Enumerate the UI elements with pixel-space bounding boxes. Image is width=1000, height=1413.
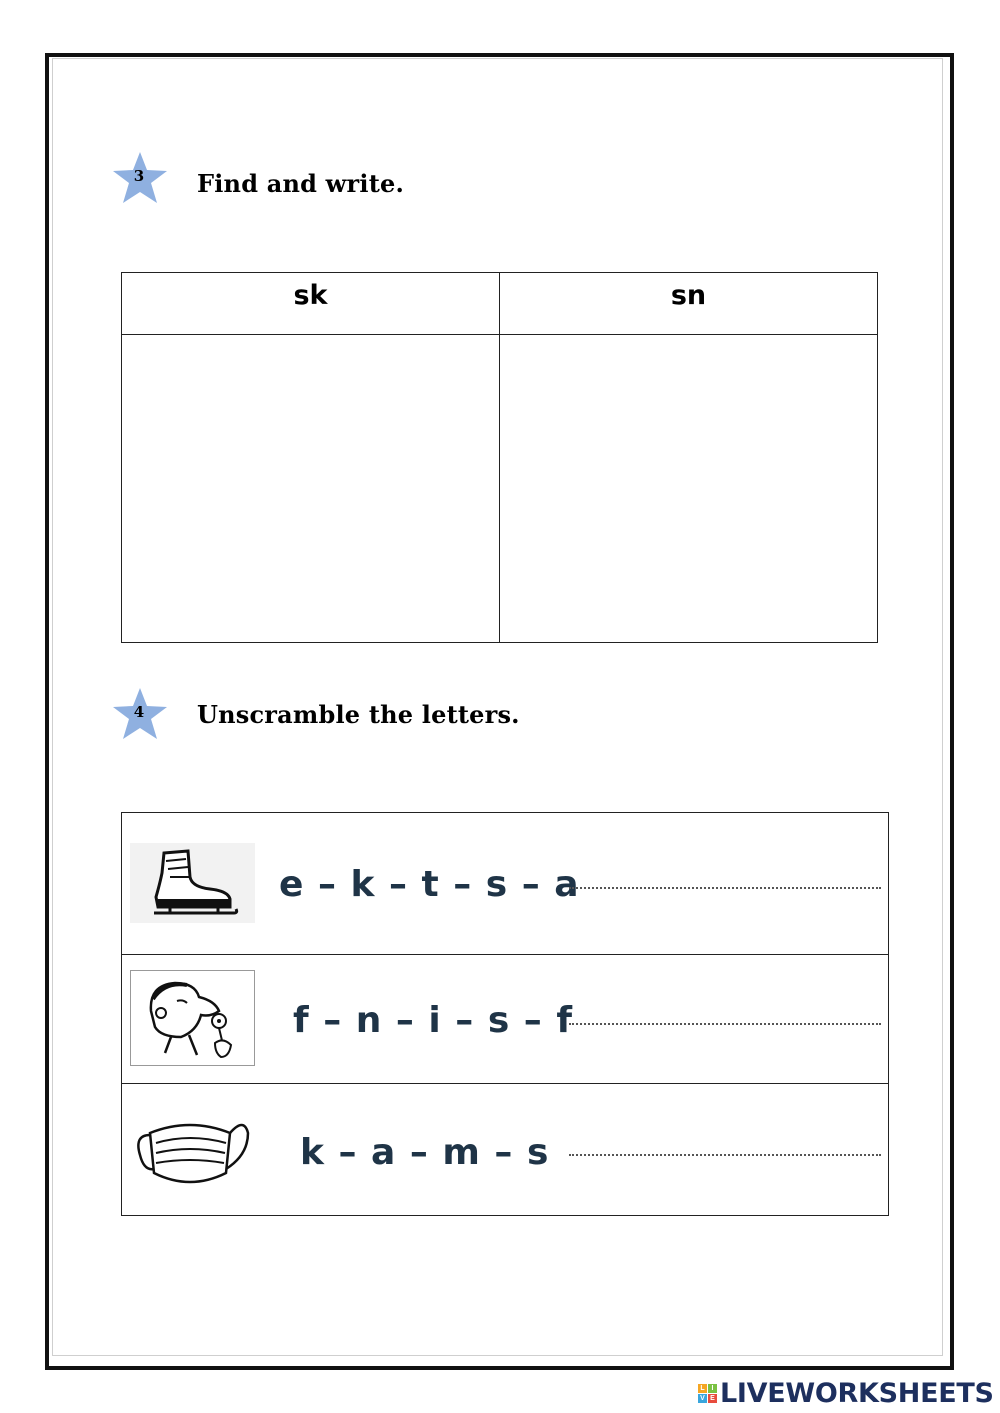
section-4-title: Unscramble the letters. (197, 700, 520, 729)
table-row (122, 954, 888, 1083)
star-badge-3 (111, 150, 171, 208)
star-badge-4 (111, 686, 171, 744)
table-row (122, 813, 888, 954)
ice-skate-icon (130, 843, 255, 923)
logo-grid-icon: L I V E (698, 1384, 717, 1403)
section-3-title: Find and write. (197, 169, 405, 198)
face-mask-icon (130, 1111, 255, 1191)
scrambled-letters: k – a – m – s (300, 1132, 550, 1173)
liveworksheets-logo (698, 1378, 994, 1408)
brand-name: LIVEWORKSHEETS (720, 1377, 994, 1409)
table-row (122, 1083, 888, 1215)
section-number: 3 (133, 167, 145, 185)
unscramble-table (121, 812, 889, 1216)
answer-line[interactable] (569, 1023, 881, 1025)
answer-line[interactable] (569, 1154, 881, 1156)
column-header-sn: sn (500, 273, 878, 335)
sort-table (121, 272, 878, 643)
section-number: 4 (133, 703, 145, 721)
scrambled-letters: f – n – i – s – f (293, 1000, 573, 1041)
answer-cell-sn[interactable] (500, 335, 878, 643)
answer-cell-sk[interactable] (122, 335, 500, 643)
man-sniffing-flower-icon (130, 970, 255, 1066)
answer-line[interactable] (569, 887, 881, 889)
scrambled-letters: e – k – t – s – a (279, 864, 580, 905)
column-header-sk: sk (122, 273, 500, 335)
